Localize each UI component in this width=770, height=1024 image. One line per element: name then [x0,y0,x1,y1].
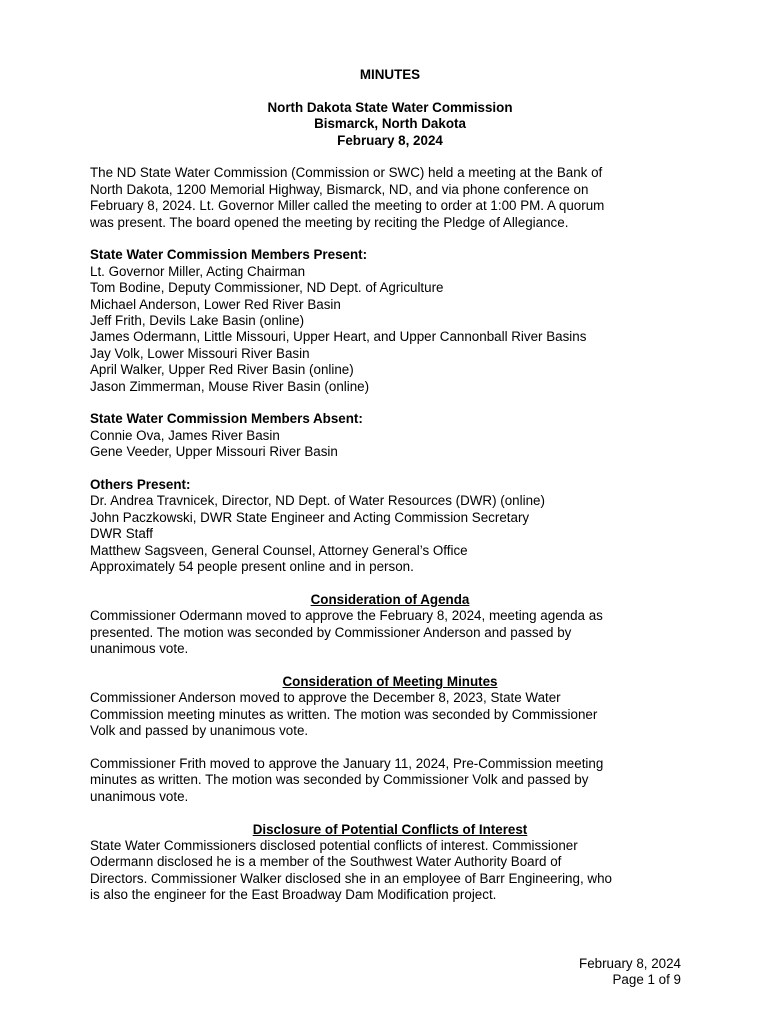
minutes-line: Commissioner Frith moved to approve the January 11, 2024, Pre-Commission meeting [90,755,604,771]
members-absent-section [90,411,690,460]
org-name: North Dakota State Water Commission [267,99,513,115]
intro-line: North Dakota, 1200 Memorial Highway, Bismarck, ND, and via phone conference on [90,181,589,197]
footer-date: February 8, 2024 [579,956,681,971]
member-item: April Walker, Upper Red River Basin (online) [90,362,354,378]
conflicts-section [90,822,690,904]
others-item: John Paczkowski, DWR State Engineer and Acting Commission Secretary [90,509,530,525]
minutes-line: Volk and passed by unanimous vote. [90,723,309,739]
others-present-section [90,477,690,575]
member-item: Jason Zimmerman, Mouse River Basin (online) [90,378,370,394]
conflicts-heading: Disclosure of Potential Conflicts of Interest [252,821,528,837]
member-item: Jeff Frith, Devils Lake Basin (online) [90,313,305,329]
conflicts-line: Directors. Commissioner Walker disclosed she in an employee of Barr Engineering, who [90,870,612,886]
minutes-line: unanimous vote. [90,788,189,804]
absent-item: Connie Ova, James River Basin [90,427,280,443]
agenda-heading: Consideration of Agenda [310,591,470,607]
members-absent-heading: State Water Commission Members Absent: [90,411,363,427]
member-item: Michael Anderson, Lower Red River Basin [90,296,341,312]
meeting-date: February 8, 2024 [337,132,443,148]
intro-paragraph [90,165,690,231]
others-present-heading: Others Present: [90,477,191,493]
minutes-heading: Consideration of Meeting Minutes [282,673,498,689]
minutes-line: Commission meeting minutes as written. The motion was seconded by Commissioner [90,706,598,722]
absent-item: Gene Veeder, Upper Missouri River Basin [90,444,338,460]
minutes-section [90,674,690,805]
doc-header [90,100,690,149]
conflicts-line: Odermann disclosed he is a member of the Southwest Water Authority Board of [90,854,562,870]
minutes-line: Commissioner Anderson moved to approve the December 8, 2023, State Water [90,690,561,706]
others-item: DWR Staff [90,526,153,542]
member-item: Jay Volk, Lower Missouri River Basin [90,345,310,361]
doc-title: MINUTES [359,67,421,82]
member-item: James Odermann, Little Missouri, Upper Heart, and Upper Cannonball River Basins [90,329,587,345]
agenda-section [90,592,690,658]
conflicts-line: State Water Commissioners disclosed potential conflicts of interest. Commissioner [90,837,578,853]
agenda-line: unanimous vote. [90,641,189,657]
member-item: Tom Bodine, Deputy Commissioner, ND Dept. of Agriculture [90,280,444,296]
page-number: Page 1 of 9 [612,972,681,988]
others-item: Approximately 54 people present online and in person. [90,559,414,575]
page-footer [579,956,681,989]
minutes-line: minutes as written. The motion was seconded by Commissioner Volk and passed by [90,772,589,788]
others-item: Matthew Sagsveen, General Counsel, Attorney General’s Office [90,542,468,558]
intro-line: February 8, 2024. Lt. Governor Miller called the meeting to order at 1:00 PM. A quorum [90,198,605,214]
members-present-section [90,247,690,395]
agenda-line: Commissioner Odermann moved to approve the February 8, 2024, meeting agenda as [90,608,603,624]
intro-line: The ND State Water Commission (Commission or SWC) held a meeting at the Bank of [90,165,603,181]
members-present-heading: State Water Commission Members Present: [90,247,368,263]
document-body [90,67,690,904]
agenda-line: presented. The motion was seconded by Commissioner Anderson and passed by [90,624,572,640]
meeting-location: Bismarck, North Dakota [314,116,466,132]
intro-line: was present. The board opened the meeting by reciting the Pledge of Allegiance. [90,214,569,230]
others-item: Dr. Andrea Travnicek, Director, ND Dept. of Water Resources (DWR) (online) [90,493,545,509]
member-item: Lt. Governor Miller, Acting Chairman [90,263,306,279]
conflicts-line: is also the engineer for the East Broadway Dam Modification project. [90,887,497,903]
